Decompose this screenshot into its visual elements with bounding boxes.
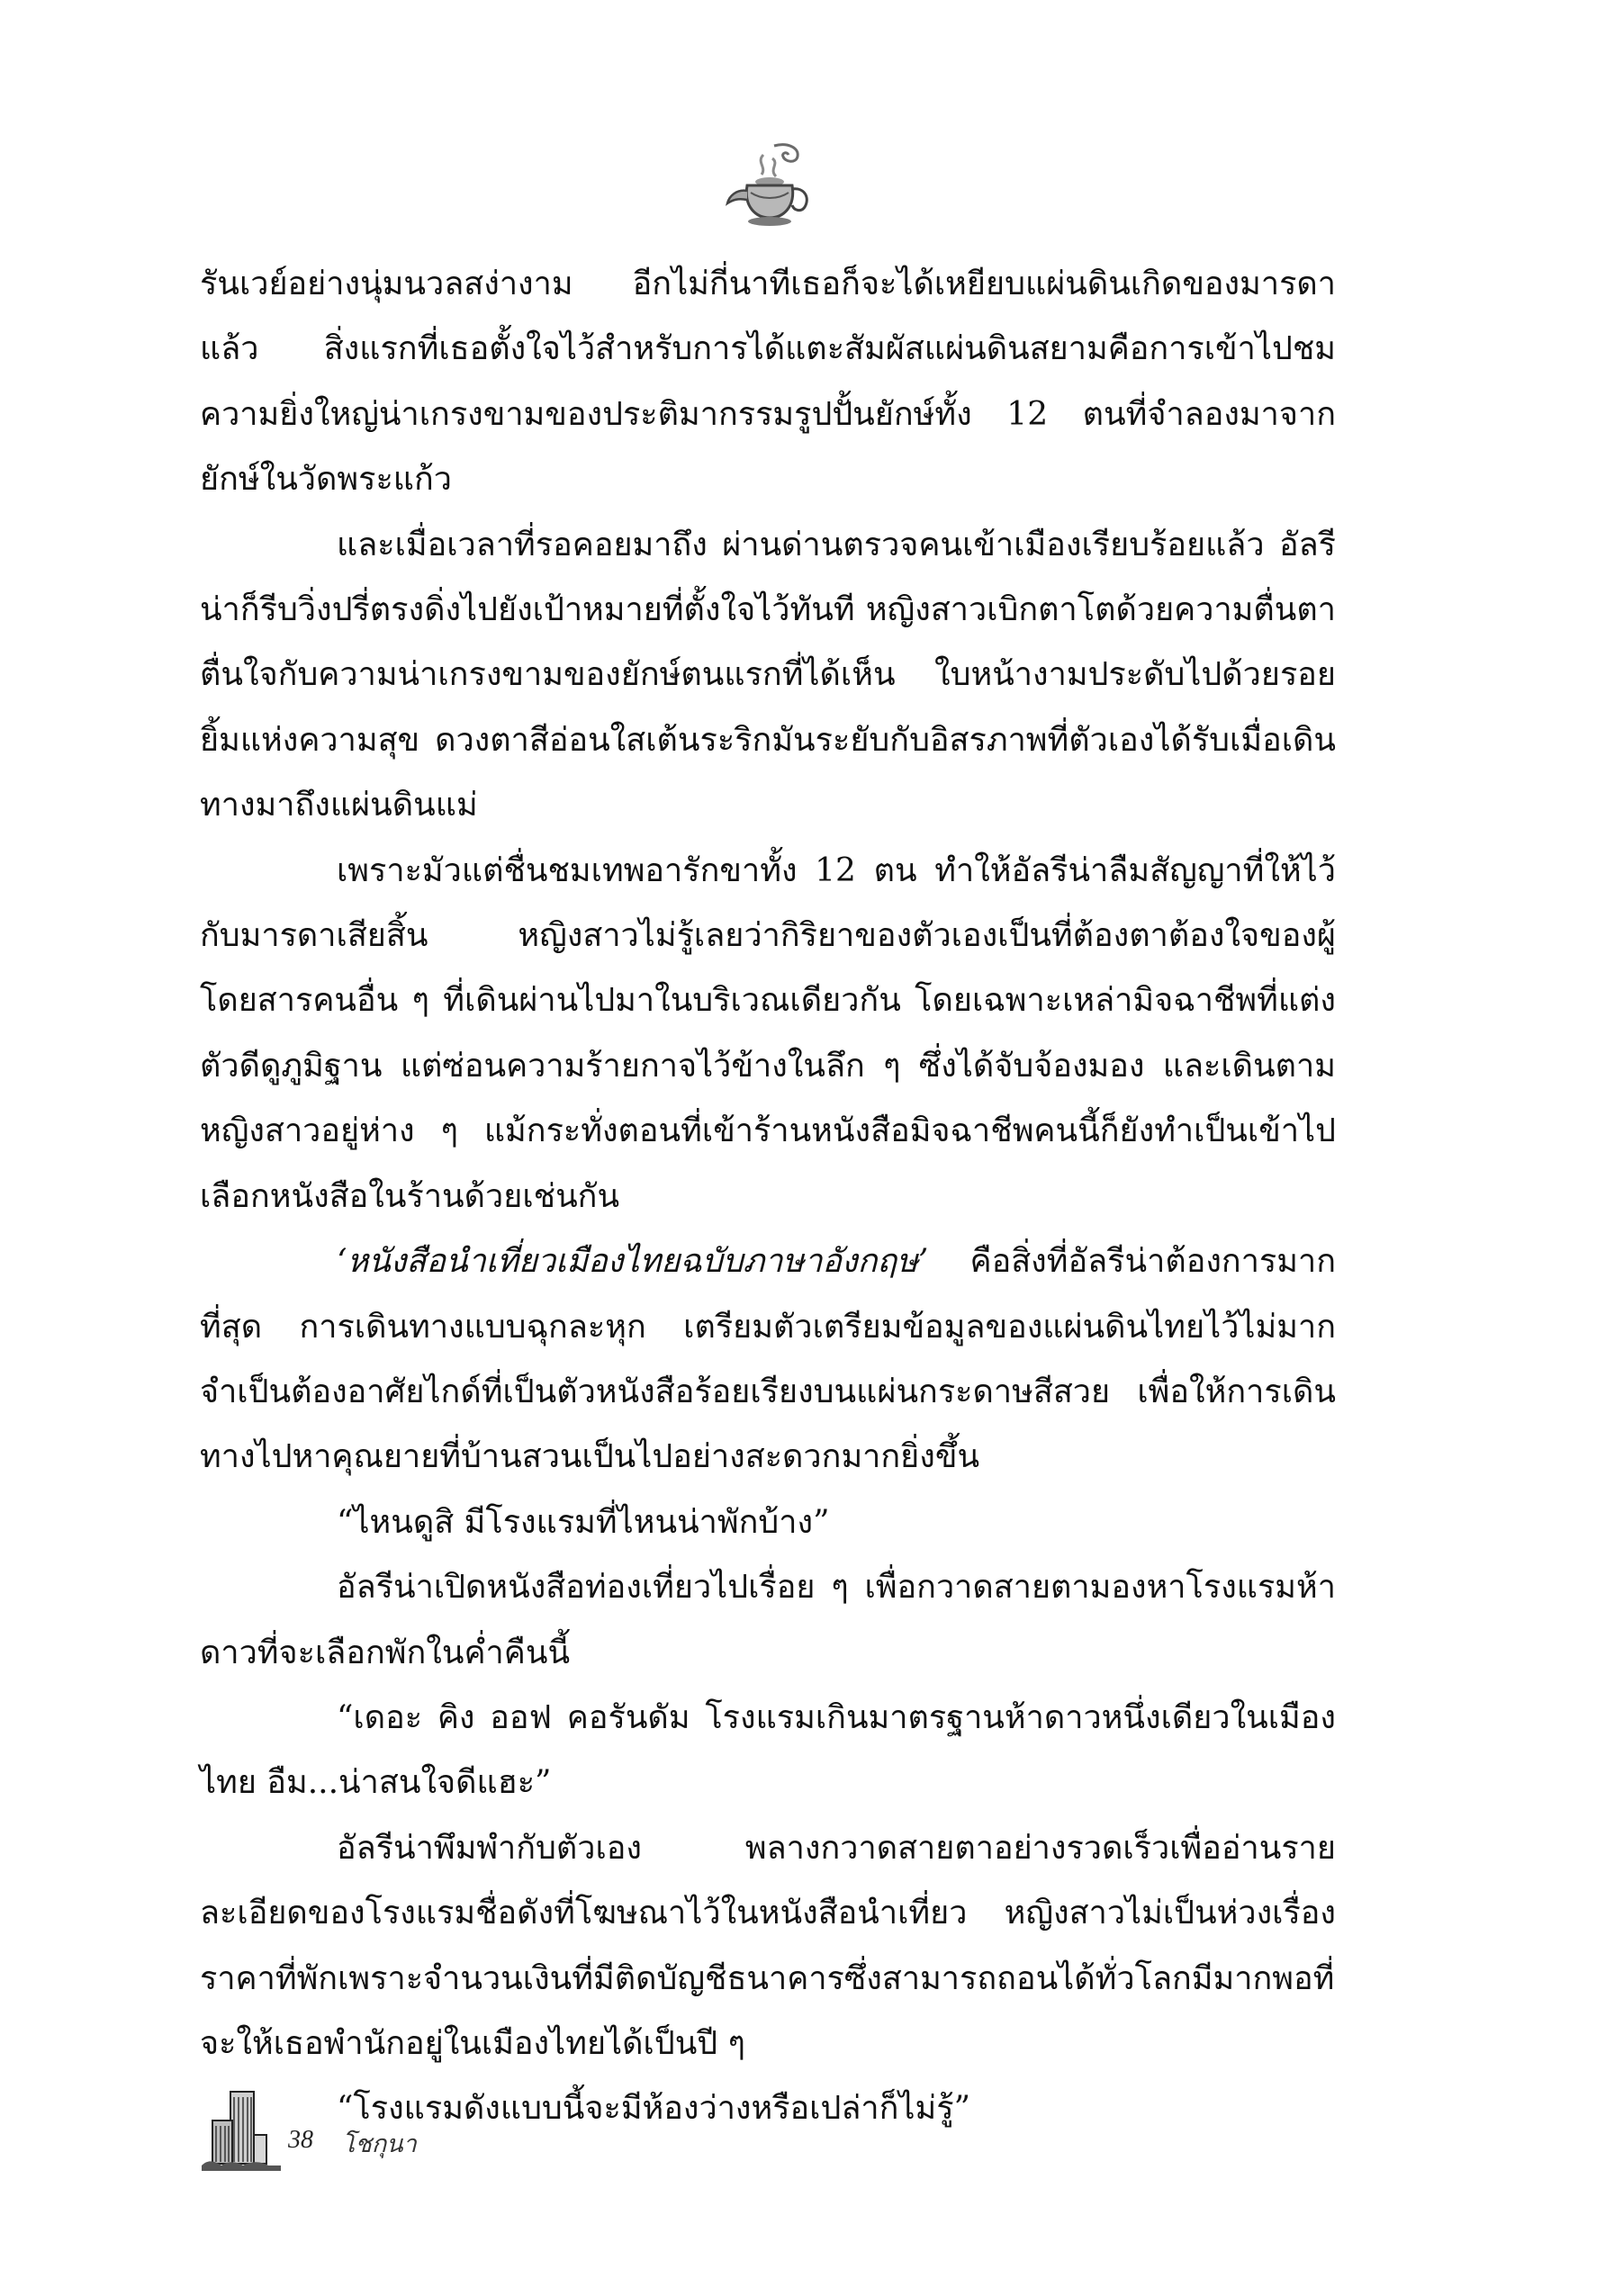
paragraph-2: และเมื่อเวลาที่รอคอยมาถึง ผ่านด่านตรวจคนเข้าเมืองเรียบร้อยแล้ว อัลรีน่าก็รีบวิ่งปรี่ตรงดิ่งไปยังเป้าหมายที่ตั้งใจไว้ทันที หญิงสาวเบิกตาโตด้วยความตื่นตาตื่นใจกับความน่าเกรงขามของยักษ์ตนแรกที่ได้เห็น ใบหน้างามประดับไปด้วยรอยยิ้มแห่งความสุข ดวงตาสีอ่อนใสเต้นระริกมันระยับกับอิสรภาพที่ตัวเองได้รับเมื่อเดินทางมาถึงแผ่นดินแม่ xyxy=(200,526,1336,824)
paragraph-4-text: คือสิ่งที่อัลรีน่าต้องการมากที่สุด การเดินทางแบบฉุกละหุก เตรียมตัวเตรียมข้อมูลของแผ่นดินไทยไว้ไม่มาก จำเป็นต้องอาศัยไกด์ที่เป็นตัวหนังสือร้อยเรียงบนแผ่นกระดาษสีสวย เพื่อให้การเดินทางไปหาคุณยายที่บ้านสวนเป็นไปอย่างสะดวกมากยิ่งขึ้น xyxy=(200,1243,1336,1476)
paragraph-5: อัลรีน่าเปิดหนังสือท่องเที่ยวไปเรื่อย ๆ เพื่อกวาดสายตามองหาโรงแรมห้าดาวที่จะเลือกพักในค่ำคืนนี้ xyxy=(200,1569,1336,1671)
paragraph-4 xyxy=(200,1229,1336,1490)
dialogue-1: “ไหนดูสิ มีโรงแรมที่ไหนน่าพักบ้าง” xyxy=(337,1503,830,1541)
page-footer xyxy=(196,2084,520,2174)
dialogue-3: “โรงแรมดังแบบนี้จะมีห้องว่างหรือเปล่าก็ไม่รู้” xyxy=(337,2090,970,2128)
body-text xyxy=(200,252,1336,2142)
teapot-ornament-icon xyxy=(720,135,819,234)
building-icon xyxy=(196,2084,286,2174)
book-title-emphasis: ‘หนังสือนำเที่ยวเมืองไทยฉบับภาษาอังกฤษ’ xyxy=(337,1243,929,1281)
page-number: 38 xyxy=(288,2126,313,2154)
paragraph-1: รันเวย์อย่างนุ่มนวลสง่างาม อีกไม่กี่นาทีเธอก็จะได้เหยียบแผ่นดินเกิดของมารดาแล้ว สิ่งแรกที่เธอตั้งใจไว้สำหรับการได้แตะสัมผัสแผ่นดินสยามคือการเข้าไปชมความยิ่งใหญ่น่าเกรงขามของประติมากรรมรูปปั้นยักษ์ทั้ง 12 ตนที่จำลองมาจากยักษ์ในวัดพระแก้ว xyxy=(200,266,1336,499)
dialogue-2: “เดอะ คิง ออฟ คอรันดัม โรงแรมเกินมาตรฐานห้าดาวหนึ่งเดียวในเมืองไทย อืม...น่าสนใจดีแฮะ” xyxy=(200,1698,1336,1802)
paragraph-6: อัลรีน่าพึมพำกับตัวเอง พลางกวาดสายตาอย่างรวดเร็วเพื่ออ่านรายละเอียดของโรงแรมชื่อดังที่โฆษณาไว้ในหนังสือนำเที่ยว หญิงสาวไม่เป็นห่วงเรื่องราคาที่พักเพราะจำนวนเงินที่มีติดบัญชีธนาคารซึ่งสามารถถอนได้ทั่วโลกมีมากพอที่จะให้เธอพำนักอยู่ในเมืองไทยได้เป็นปี ๆ xyxy=(200,1829,1336,2062)
paragraph-3: เพราะมัวแต่ชื่นชมเทพอารักขาทั้ง 12 ตน ทำให้อัลรีน่าลืมสัญญาที่ให้ไว้กับมารดาเสียสิ้น หญิงสาวไม่รู้เลยว่ากิริยาของตัวเองเป็นที่ต้องตาต้องใจของผู้โดยสารคนอื่น ๆ ที่เดินผ่านไปมาในบริเวณเดียวกัน โดยเฉพาะเหล่ามิจฉาชีพที่แต่งตัวดีดูภูมิฐาน แต่ซ่อนความร้ายกาจไว้ข้างในลึก ๆ ซึ่งได้จับจ้องมอง และเดินตามหญิงสาวอยู่ห่าง ๆ แม้กระทั่งตอนที่เข้าร้านหนังสือมิจฉาชีพคนนี้ก็ยังทำเป็นเข้าไปเลือกหนังสือในร้านด้วยเช่นกัน xyxy=(200,851,1336,1215)
book-title: โชกุนา xyxy=(342,2130,417,2158)
